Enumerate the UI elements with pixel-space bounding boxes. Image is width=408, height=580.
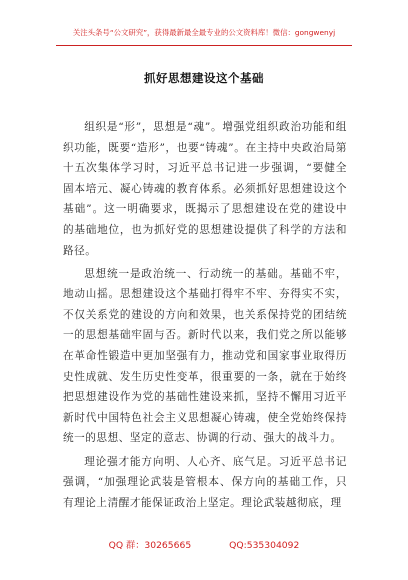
document-body <box>63 117 347 516</box>
paragraph: 思想统一是政治统一、行动统一的基础。基础不牢，地动山摇。思想建设这个基础打得牢不牢、夯得实不实，不仅关系党的建设的方向和效果，也关系保持党的团结统一的思想基础牢固与否。新时代以来，我们党之所以能够在革命性锻造中更加坚强有力，推动党和国家事业取得历史性成就、发生历史性变革，很重要的一条，就在于始终把思想建设作为党的基础性建设来抓，坚持不懈用习近平新时代中国特色社会主义思想凝心铸魂，使全党始终保持统一的思想、坚定的意志、协调的行动、强大的战斗力。 <box>63 267 347 445</box>
document-title: 抓好思想建设这个基础 <box>144 71 264 85</box>
paragraph: 组织是“形”，思想是“魂”。增强党组织政治功能和组织功能，既要“造形”，也要“铸魂”。在主持中央政治局第十五次集体学习时，习近平总书记进一步强调，“要健全固本培元、凝心铸魂的教育体系。必须抓好思想建设这个基础”。这一明确要求，既揭示了思想建设在党的建设中的基础地位，也为抓好党的思想建设提供了科学的方法和路径。 <box>63 121 347 257</box>
qq-number: QQ:535304092 <box>229 540 300 551</box>
qq-group-number: QQ 群：30265665 <box>108 540 192 551</box>
footer-contact <box>0 537 408 551</box>
header-notice: 关注头条号“公文研究”，获得最新最全最专业的公文资料库！微信：gongwenyj <box>72 28 336 37</box>
paragraph: 理论强才能方向明、人心齐、底气足。习近平总书记强调，“加强理论武装是管根本、保方向的基础工作，只有理论上清醒才能保证政治上坚定。理论武装越彻底，理 <box>63 455 347 509</box>
header-divider <box>56 45 352 46</box>
